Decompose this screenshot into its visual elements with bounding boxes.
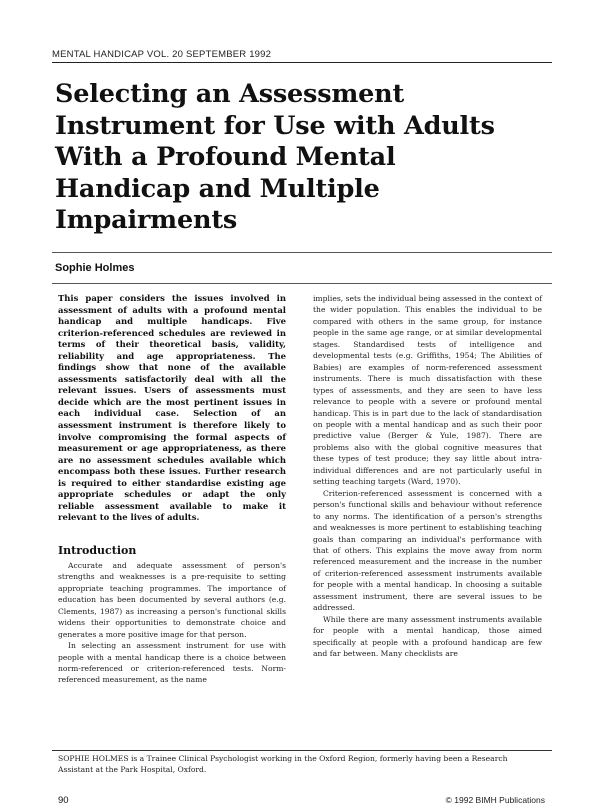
footnote-rule [52, 750, 552, 751]
article-title: Selecting an Assessment Instrument for Use with Adults With a Profound Mental Handicap and Multiple Impairments [55, 79, 495, 235]
author-footnote: SOPHIE HOLMES is a Trainee Clinical Psychologist working in the Oxford Region, formerly having been a Research Assistant at the Park Hospital, Oxford. [58, 754, 508, 774]
body-paragraph: Criterion-referenced assessment is concerned with a person's functional skills and behaviour without reference to any norms. The identification of a person's strengths and weaknesses is more pertinent to establishing teaching goals than comparing an individual's performance with that of others. This explains the move away from norm referenced measurement and the increase in the number of criterion-referenced assessment instruments available for people with a mental handicap. In choosing a suitable assessment instrument, there are several issues to be addressed. [313, 488, 542, 613]
author-rule-top [52, 252, 552, 253]
body-paragraph: implies, sets the individual being assessed in the context of the wider population. This enables the individual to be compared with others in the same group, for instance people in the same age range, or at similar developmental stages. Standardised tests of intelligence and developmental tests (e.g. Griffiths, 1954; The Abilities of Babies) are examples of norm-referenced assessment instruments. There is much dissatisfaction with these types of assessments, and they are seen to have less relevance to people with a severe or profound mental handicap. This is in part due to the lack of standardisation on people with a mental handicap and as such their poor predictive value (Berger & Yule, 1987). There are problems also with the global cognitive measures that these types of test produce; they say little about intra-individual differences and are not particularly useful in setting teaching targets (Ward, 1970). [313, 294, 542, 487]
copyright-notice: © 1992 BIMH Publications [445, 795, 545, 805]
abstract: This paper considers the issues involved in assessment of adults with a profound mental handicap and multiple handicaps. Five criterion-referenced schedules are reviewed in terms of their theoretical basis, validity, reliability and age appropriateness. The findings show that none of the available assessments satisfactorily deal with all the relevant issues. Users of assessments must decide which are the most pertinent issues in each individual case. Selection of an assessment instrument is therefore likely to involve compromising the formal aspects of measurement or age appropriateness, as there are no assessment schedules available which encompass both these issues. Further research is required to either standardise existing age appropriate schedules or adapt the only reliable assessment available to make it relevant to the lives of adults. [58, 293, 286, 523]
right-column [313, 293, 542, 660]
body-paragraph: In selecting an assessment instrument for use with people with a mental handicap there is a choice between norm-referenced or criterion-referenced tests. Norm-referenced measurement, as the name [58, 641, 286, 685]
running-head: MENTAL HANDICAP VOL. 20 SEPTEMBER 1992 [52, 49, 272, 60]
body-paragraph: While there are many assessment instruments available for people with a mental handicap, those aimed specifically at people with a profound handicap are few and far between. Many checklists are [313, 614, 542, 659]
body-paragraph: Accurate and adequate assessment of person's strengths and weaknesses is a pre-requisite to setting appropriate teaching programmes. The importance of education has been documented by several authors (e.g. Clements, 1987) as increasing a person's functional skills widens their opportunities to demonstrate choice and generates a more positive image for that person. [58, 560, 286, 639]
left-column [58, 293, 286, 686]
section-heading-introduction: Introduction [58, 543, 137, 557]
author-rule-bottom [52, 283, 552, 284]
page-number: 90 [58, 795, 69, 806]
author-name: Sophie Holmes [55, 262, 135, 274]
header-rule [52, 62, 552, 63]
